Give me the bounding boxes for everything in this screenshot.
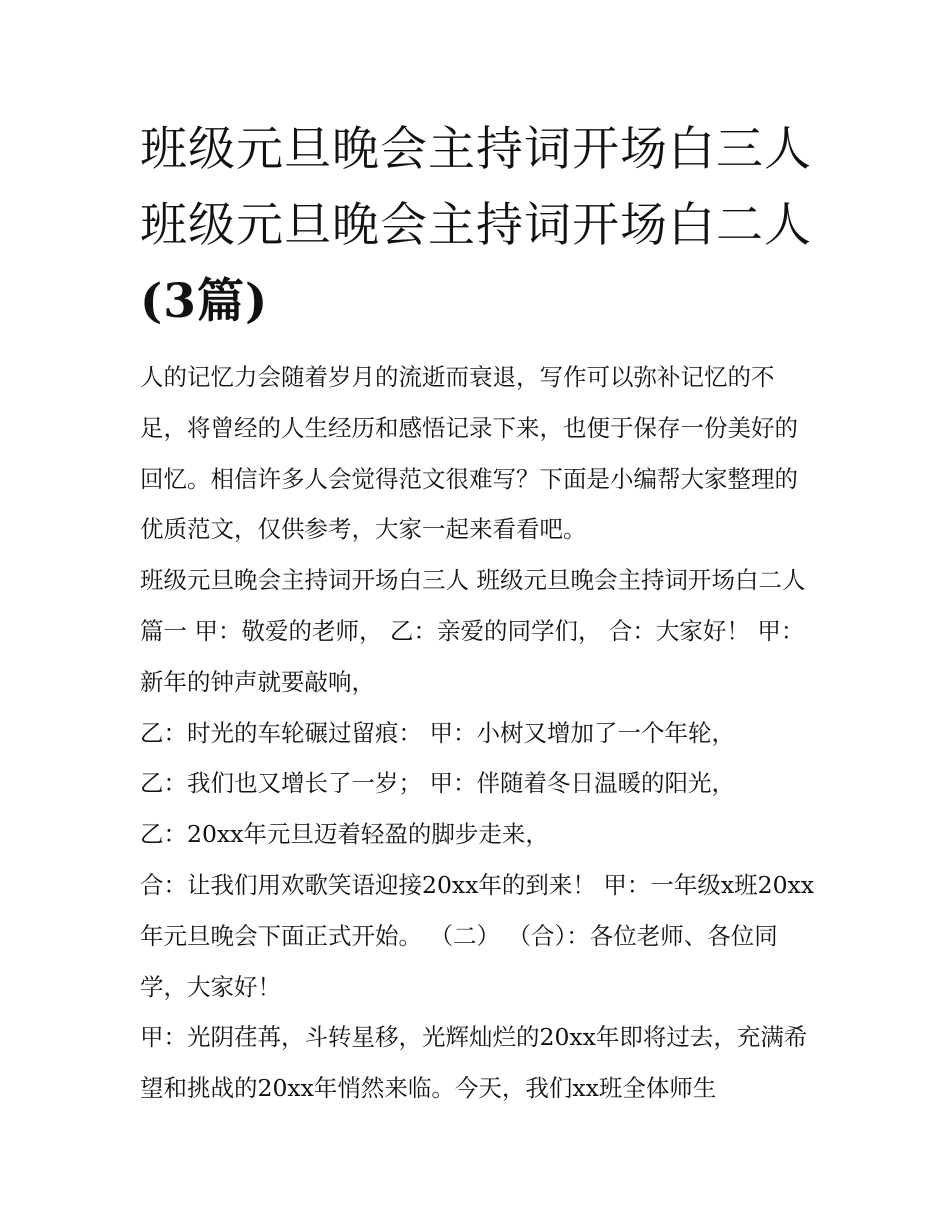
paragraph-intro: 人的记忆力会随着岁月的流逝而衰退，写作可以弥补记忆的不足，将曾经的人生经历和感悟记录下来，也便于保存一份美好的回忆。相信许多人会觉得范文很难写？下面是小编帮大家整理的优质范文，仅供参考，大家一起来看看吧。 [140,363,798,544]
document-page [140,112,820,1114]
paragraph-line: 乙：时光的车轮碾过留痕： 甲：小树又增加了一个年轮， [140,718,735,747]
document-title [140,112,820,340]
paragraph-line: 乙：我们也又增长了一岁； 甲：伴随着冬日温暖的阳光， [140,769,735,798]
paragraph-line: 甲：光阴荏苒，斗转星移，光辉灿烂的20xx年即将过去，充满希望和挑战的20xx年悄然来临。今天，我们xx班全体师生 [140,1023,808,1103]
title-suffix: (3篇) [140,274,269,329]
paragraph-line: 乙：20xx年元旦迈着轻盈的脚步走来， [140,820,549,849]
title-main: 班级元旦晚会主持词开场白三人 班级元旦晚会主持词开场白二人 [140,122,812,253]
paragraph-line: 合：让我们用欢歌笑语迎接20xx年的到来！ 甲：一年级x班20xx年元旦晚会下面正式开始。 （二） （合）：各位老师、各位同学，大家好！ [140,870,815,1001]
paragraph-section-one: 班级元旦晚会主持词开场白三人 班级元旦晚会主持词开场白二人篇一 甲：敬爱的老师， 乙：亲爱的同学们， 合：大家好！ 甲：新年的钟声就要敲响， [140,566,806,696]
